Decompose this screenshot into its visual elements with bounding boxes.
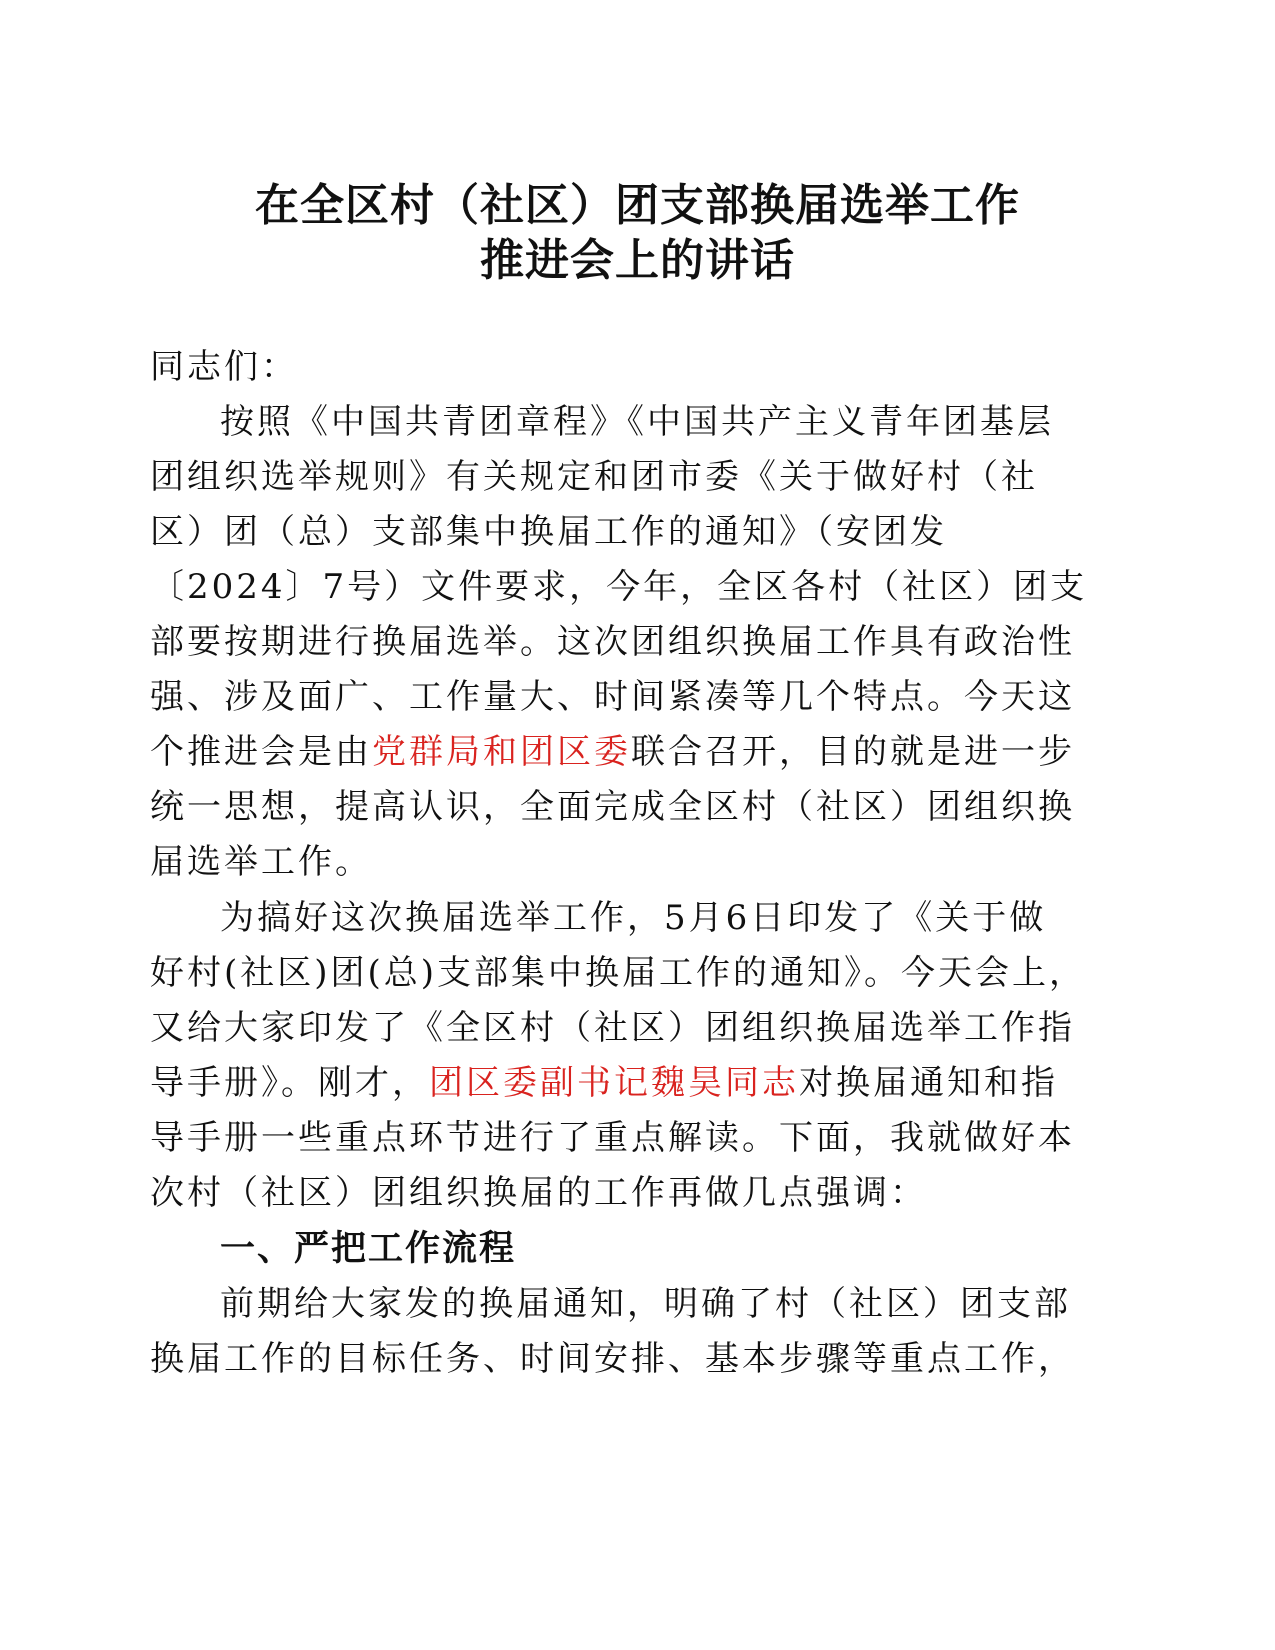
section-1-heading: 一、严把工作流程 [220, 1229, 517, 1269]
paragraph-1-line-6: 强、涉及面广、工作量大、时间紧凑等几个特点。今天这 [150, 677, 1075, 717]
paragraph-1-line-8: 统一思想，提高认识，全面完成全区村（社区）团组织换 [150, 787, 1075, 827]
paragraph-2-line-1: 为搞好这次换届选举工作，5月6日印发了《关于做 [220, 898, 1047, 938]
paragraph-3-line-1: 前期给大家发的换届通知，明确了村（社区）团支部 [220, 1284, 1071, 1324]
paragraph-2-line-2: 好村(社区)团(总)支部集中换届工作的通知》。今天会上， [150, 953, 1087, 993]
paragraph-1-line-1: 按照《中国共青团章程》《中国共产主义青年团基层 [220, 402, 1054, 442]
paragraph-2-line-3: 又给大家印发了《全区村（社区）团组织换届选举工作指 [150, 1008, 1075, 1048]
paragraph-2-line-4-prefix: 导手册》。刚才， [150, 1063, 429, 1103]
paragraph-2-line-4 [150, 1060, 1150, 1106]
paragraph-1-line-7 [150, 729, 1150, 775]
document-title-line-1: 在全区村（社区）团支部换届选举工作 [255, 180, 1020, 231]
highlight-speaker: 团区委副书记魏昊同志 [429, 1063, 799, 1103]
paragraph-1-line-4: 〔2024〕7号）文件要求，今年，全区各村（社区）团支 [150, 567, 1088, 607]
paragraph-2-line-6: 次村（社区）团组织换届的工作再做几点强调： [150, 1173, 927, 1213]
paragraph-1-line-7-prefix: 个推进会是由 [150, 732, 372, 772]
document-title-line-2: 推进会上的讲话 [480, 235, 795, 286]
paragraph-2-line-5: 导手册一些重点环节进行了重点解读。下面，我就做好本 [150, 1118, 1075, 1158]
paragraph-3-line-2: 换届工作的目标任务、时间安排、基本步骤等重点工作， [150, 1339, 1075, 1379]
highlight-organizers: 党群局和团区委 [372, 732, 631, 772]
paragraph-1-line-7-suffix: 联合召开，目的就是进一步 [631, 732, 1075, 772]
paragraph-1-line-2: 团组织选举规则》有关规定和团市委《关于做好村（社 [150, 457, 1038, 497]
salutation: 同志们： [150, 347, 298, 387]
paragraph-1-line-5: 部要按期进行换届选举。这次团组织换届工作具有政治性 [150, 622, 1075, 662]
paragraph-1-line-9: 届选举工作。 [150, 842, 372, 882]
paragraph-1-line-3: 区）团（总）支部集中换届工作的通知》（安团发 [150, 512, 947, 552]
paragraph-2-line-4-suffix: 对换届通知和指 [799, 1063, 1058, 1103]
